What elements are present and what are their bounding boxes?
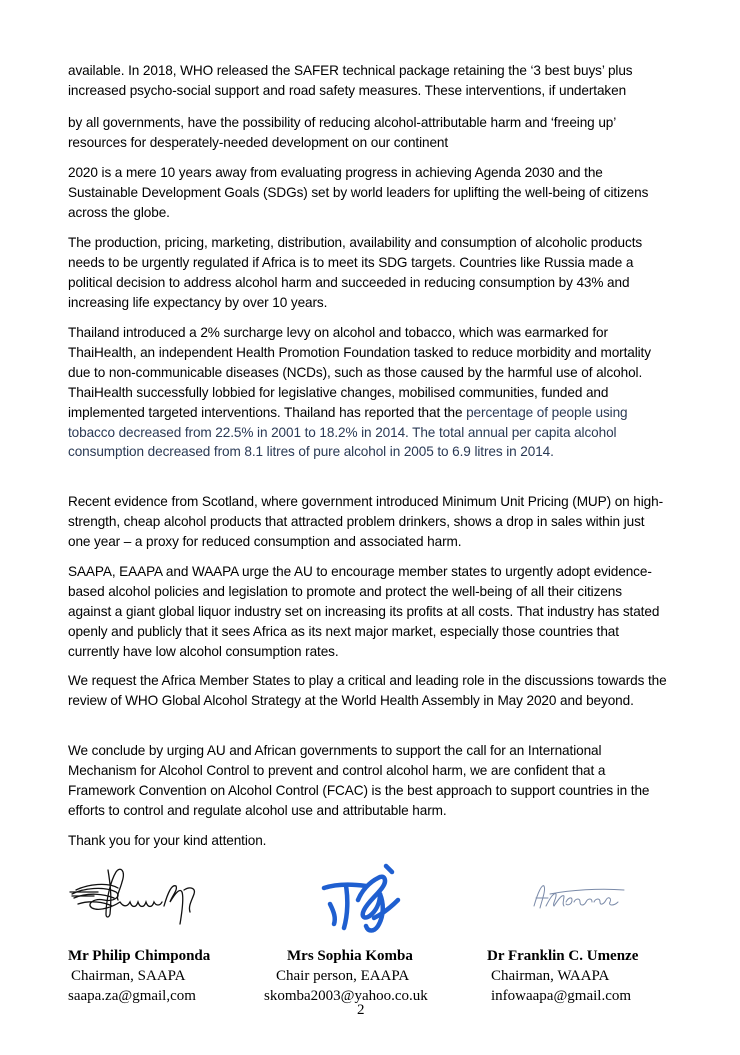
paragraph-conclude: We conclude by urging AU and African governments to support the call for an International Mechanism for Alcohol Control to prevent and control alcohol harm, we are confident that a Framework Convention on Alcohol Control (FCAC) is the best approach to support countries in the efforts to control and regulate alcohol use and attributable harm. [68,743,650,818]
signatory-role: Chairman, WAAPA [491,968,610,984]
signatory-umenze [487,946,638,1006]
signatory-name: Dr Franklin C. Umenze [487,948,639,964]
page-number: 2 [357,1002,365,1018]
paragraph-request: We request the Africa Member States to play a critical and leading role in the discussions towards the review of WHO Global Alcohol Strategy at the World Health Assembly in May 2020 and beyond. [68,673,667,708]
paragraph-scotland: Recent evidence from Scotland, where government introduced Minimum Unit Pricing (MUP) on high-strength, cheap alcohol products that attracted problem drinkers, shows a drop in sales within just one year – a proxy for reduced consumption and associated harm. [68,494,664,549]
signature-umenze-image [520,872,640,922]
thailand-text: Thailand introduced a 2% surcharge levy on alcohol and tobacco, which was earmarked for ThaiHealth, an independent Health Promotion Foundation tasked to reduce morbidity and mortality due to non-communicable diseases (NCDs), such as those caused by the harmful use of alcohol. ThaiHealth successfully lobbied for legislative changes, mobilised communities, funded and implemented targeted interventions. Thailand has reported that the [68,325,651,420]
paragraph-thanks: Thank you for your kind attention. [68,833,267,848]
signature-chimponda-image [64,862,204,932]
signature-komba-image [318,860,408,940]
paragraph-regulation: The production, pricing, marketing, distribution, availability and consumption of alcoholic products needs to be urgently regulated if Africa is to meet its SDG targets. Countries like Russia made a political decision to address alcohol harm and succeeded in reducing consumption by 43% and increasing life expectancy by over 10 years. [68,235,643,310]
signatory-chimponda [68,946,210,1006]
signatory-komba [264,946,428,1006]
signatory-email: skomba2003@yahoo.co.uk [264,988,428,1004]
paragraph-agenda-2030: 2020 is a mere 10 years away from evaluating progress in achieving Agenda 2030 and the Sustainable Development Goals (SDGs) set by world leaders for uplifting the well-being of citizens across the globe. [68,165,649,220]
signatory-role: Chairman, SAAPA [71,968,186,984]
paragraph-thailand [68,323,668,462]
signatory-name: Mr Philip Chimponda [68,948,211,964]
signatory-role: Chair person, EAAPA [276,968,410,984]
thailand-statistics-text: percentage of people using tobacco decreased from 22.5% in 2001 to 18.2% in 2014. The total annual per capita alcohol consumption decreased from 8.1 litres of pure alcohol in 2005 to 6.9 litres in 2014. [68,404,628,460]
signatory-name: Mrs Sophia Komba [287,948,413,964]
paragraph-safer: available. In 2018, WHO released the SAFER technical package retaining the ‘3 best buys’ plus increased psycho-social support and road safety measures. These interventions, if undertaken [68,63,633,98]
paragraph-urge-au: SAAPA, EAAPA and WAAPA urge the AU to encourage member states to urgently adopt evidence-based alcohol policies and legislation to promote and protect the well-being of all their citizens against a giant global liquor industry set on increasing its profits at all costs. That industry has stated openly and publicly that it sees Africa as its next major market, especially those countries that currently have low alcohol consumption rates. [68,564,660,659]
signatory-email: saapa.za@gmail,com [68,988,196,1004]
paragraph-governments: by all governments, have the possibility of reducing alcohol-attributable harm and ‘freeing up’ resources for desperately-needed development on our continent [68,115,616,150]
signatory-email: infowaapa@gmail.com [491,988,632,1004]
